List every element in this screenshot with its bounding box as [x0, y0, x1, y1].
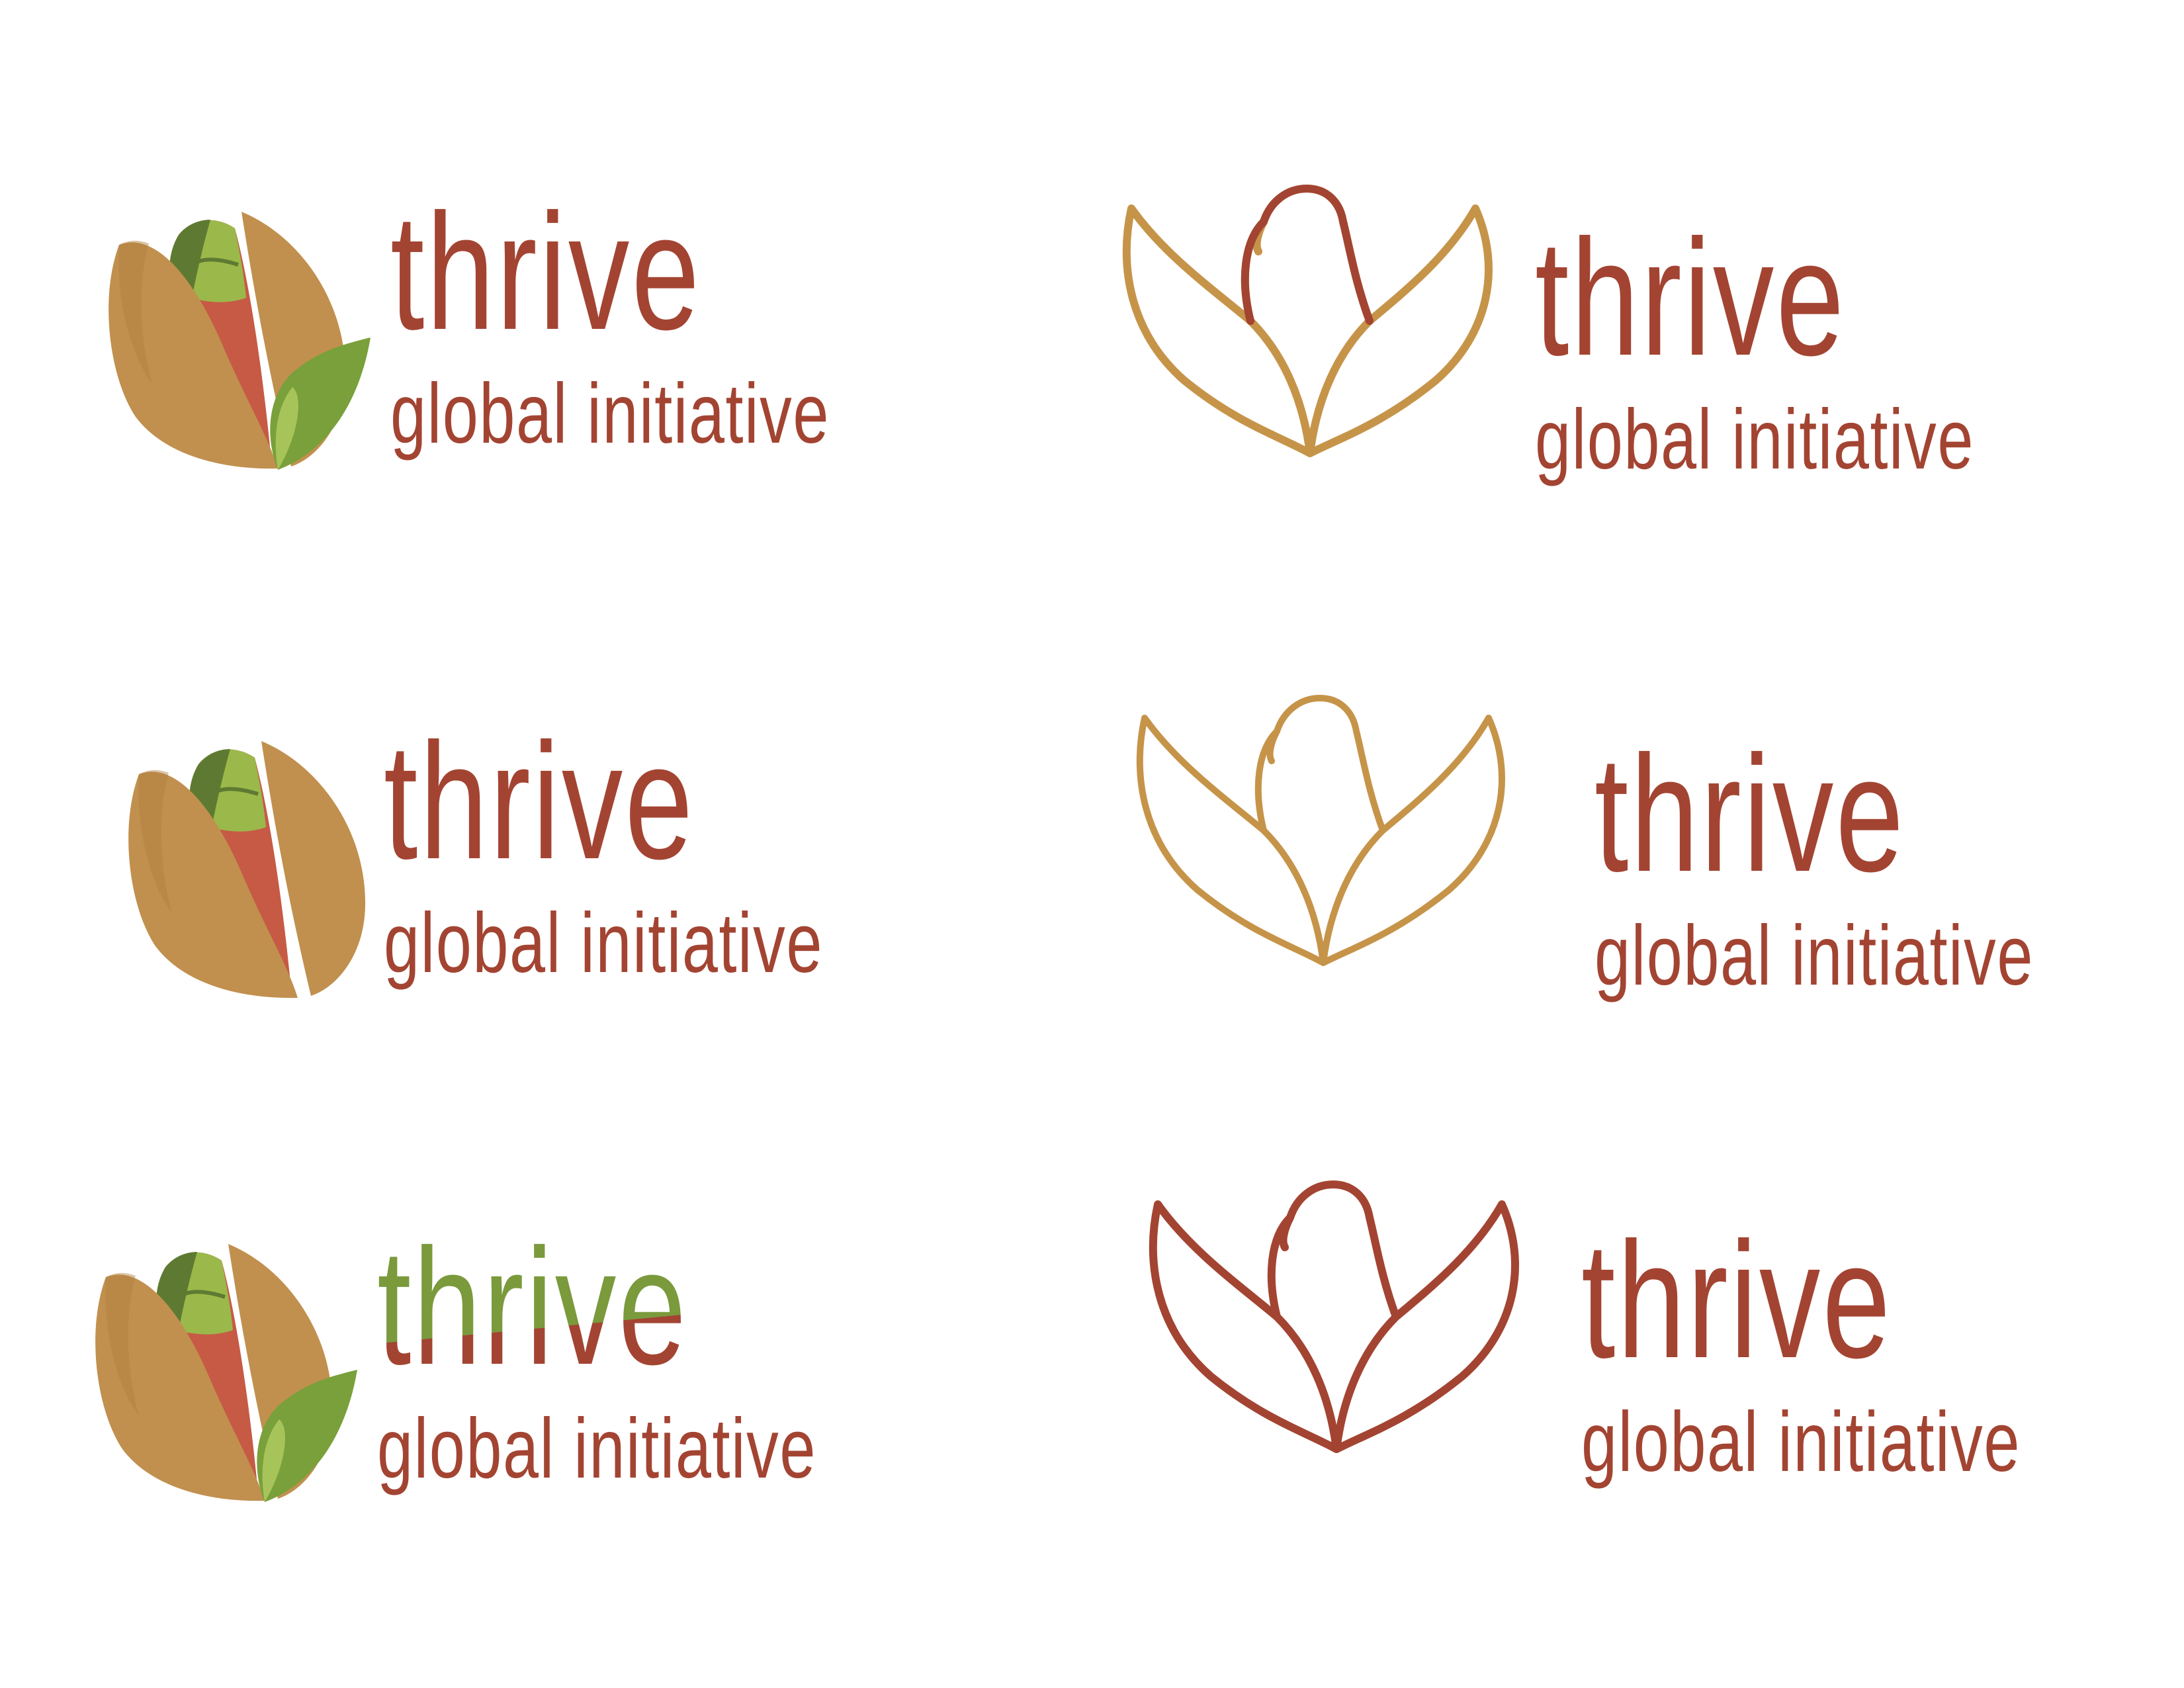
logo-title: thrive [384, 709, 695, 893]
pistachio-with-leaf-icon [99, 199, 390, 476]
logo-subtitle: global initiative [390, 367, 830, 461]
pistachio-outline-icon [1131, 1165, 1542, 1509]
wordmark [384, 709, 962, 991]
pistachio-outline-icon [1105, 169, 1515, 513]
logo-title: thrive [377, 1224, 805, 1390]
logo-subtitle: global initiative [1581, 1395, 2021, 1489]
logo-subtitle: global initiative [384, 896, 823, 991]
wordmark [390, 179, 969, 461]
logo-title: thrive [390, 179, 702, 364]
logo-subtitle: global initiative [377, 1401, 816, 1496]
pistachio-outline-icon [1118, 678, 1528, 1022]
wordmark [1594, 721, 2173, 1003]
wordmark [377, 1214, 955, 1496]
wordmark [1581, 1208, 2160, 1489]
logo-subtitle: global initiative [1535, 392, 1974, 487]
logo-title: thrive [1594, 721, 1906, 906]
logo-subtitle: global initiative [1594, 909, 2034, 1003]
logo-title: thrive [1581, 1208, 1893, 1392]
wordmark [1535, 205, 2113, 487]
pistachio-icon [119, 728, 410, 1006]
logo-title: thrive [1535, 205, 1847, 390]
pistachio-with-leaf-icon [86, 1231, 377, 1509]
